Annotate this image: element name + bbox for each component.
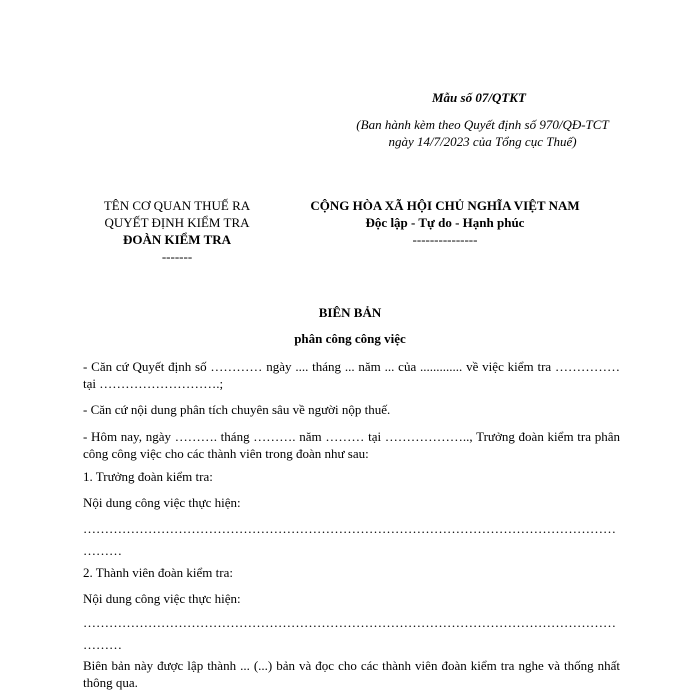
issuance-note [345,116,620,150]
section-2-heading: 2. Thành viên đoàn kiểm tra: [83,565,233,580]
section-1-heading: 1. Trưởng đoàn kiểm tra: [83,469,213,484]
document-subtitle: phân công công việc [294,331,406,346]
inspection-team-label: ĐOÀN KIỂM TRA [122,232,232,247]
national-motto: Độc lập - Tự do - Hạnh phúc [365,215,525,230]
country-name: CỘNG HÒA XÃ HỘI CHỦ NGHĨA VIỆT NAM [310,198,580,213]
section-2-task-label: Nội dung công việc thực hiện: [83,591,241,606]
national-divider: --------------- [412,232,478,247]
agency-name-line-1: TÊN CƠ QUAN THUẾ RA [103,198,251,213]
basis-decision-paragraph: - Căn cứ Quyết định số ………… ngày .... tháng ... năm ... của ............. về việc kiểm tra …………… tại ……………………….; [83,359,620,391]
national-header [295,197,595,248]
basis-analysis-paragraph: - Căn cứ nội dung phân tích chuyên sâu về người nộp thuế. [83,402,391,417]
section-2-fill-line: …………………………………………………………………………………………………………………… [83,615,616,652]
document-title: BIÊN BẢN [318,305,382,320]
issuance-line-1: (Ban hành kèm theo Quyết định số 970/QĐ-TCT [356,117,609,132]
today-statement-paragraph: - Hôm nay, ngày ………. tháng ………. năm ……… tại ……………….., Trưởng đoàn kiểm tra phân công công việc cho các thành viên trong đoàn như sau: [83,429,620,461]
agency-name-line-2: QUYẾT ĐỊNH KIỂM TRA [104,215,250,230]
agency-divider: ------- [161,249,193,264]
form-code: Mẫu số 07/QTKT [432,90,526,105]
closing-paragraph: Biên bản này được lập thành ... (...) bản và đọc cho các thành viên đoàn kiểm tra nghe và thống nhất thông qua. [83,658,620,690]
section-1-task-label: Nội dung công việc thực hiện: [83,495,241,510]
agency-block [90,197,264,265]
issuance-line-2: ngày 14/7/2023 của Tổng cục Thuế) [388,134,577,149]
section-1-fill-line: …………………………………………………………………………………………………………………… [83,521,616,558]
